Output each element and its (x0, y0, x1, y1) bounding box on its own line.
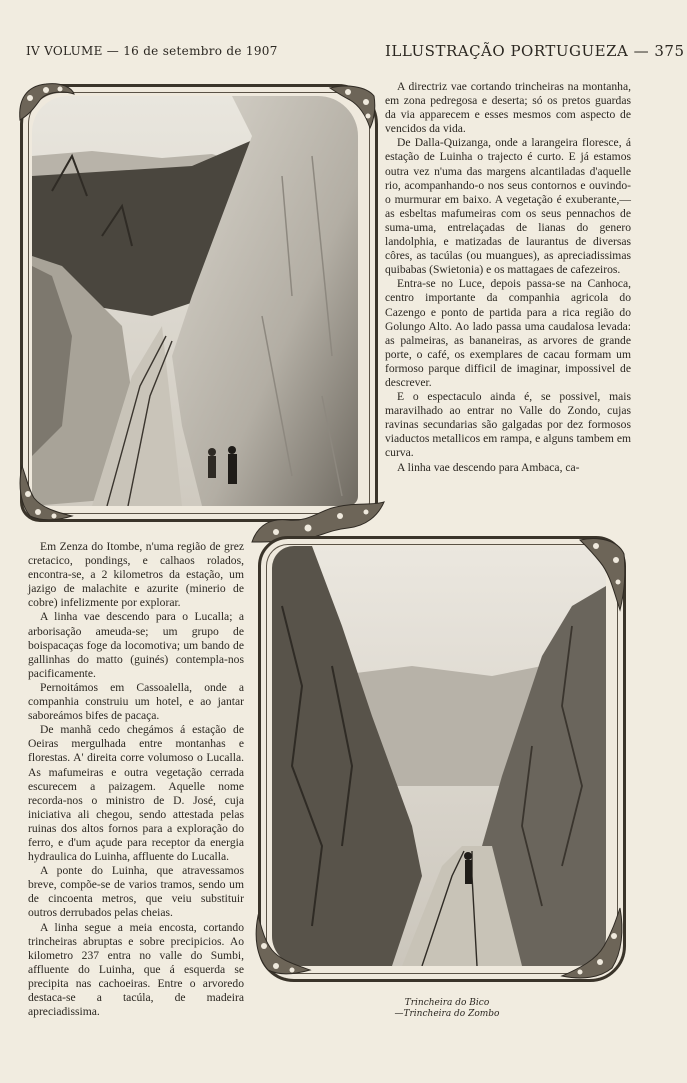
ornament-top-left-corner (16, 80, 78, 124)
caption-line-2: —Trincheira do Zombo (394, 1009, 500, 1019)
photo-caption (382, 998, 512, 1020)
ornament-bottom-left-corner (16, 464, 74, 524)
ornament-top-right-corner (326, 82, 378, 130)
photo-trincheira-zombo (272, 546, 606, 966)
ornament-bottom-photo-bottom-left (252, 914, 312, 978)
paragraph: De Dalla-Quizanga, onde a larangeira floresce, á estação de Luinha o trajecto é curto. E já estamos outra vez n'uma das margens alcantiladas d'aquelle rio, acompanhando-o nos seus contornos e ouvindo-o murmurar em baixo. A vegetação é exuberante,—as esbeltas mafumeiras com os seus pennachos de suma-uma, entrelaçadas de lianas do genero landolphia, e matizadas de laurantus de diversas côres, as tacúlas (ou muangues), as apreciadissimas quibabas (Swietonia) e os mattagaes de cafezeiros. (385, 136, 631, 277)
article-right-column (385, 80, 631, 475)
paragraph: A linha segue a meia encosta, cortando trincheiras abruptas e sobre precipicios. Ao kilometro 237 entra no valle do Sumbi, affluente do Luinha, que á esquerda se precipita nas cachoeiras. Entre o arvoredo destaca-se a tacúla, de madeira apreciadissima. (28, 920, 244, 1019)
paragraph: Entra-se no Luce, depois passa-se na Canhoca, centro importante da companhia agricola do Cazengo e ponto de partida para a rica região do Golungo Alto. Ao lado passa uma caudalosa levada: as palmeiras, as bananeiras, as arvores de grande porte, o café, os exemplares de cacau formam um formoso parque difficil de imaginar, impossivel de descrever. (385, 277, 631, 389)
header-volume-date: IV VOLUME — 16 de setembro de 1907 (26, 44, 278, 58)
paragraph: Pernoitámos em Cassoalella, onde a companhia construiu um hotel, e ao jantar saboreámos bifes de pacaça. (28, 680, 244, 723)
article-left-column (28, 540, 244, 1019)
photo-trincheira-bico (32, 96, 358, 506)
paragraph: E o espectaculo ainda é, se possivel, mais maravilhado ao entrar no Valle do Zondo, cujas ravinas secundarias são galgadas por dez formosos viaductos metallicos em rampa, e alguns tambem em curva. (385, 390, 631, 460)
ornament-bottom-photo-top-right (574, 534, 628, 614)
ornament-bottom-photo-bottom-right (556, 906, 626, 982)
paragraph: A linha vae descendo para o Lucalla; a arborisação ameuda-se; um grupo de boispacaças foge da locomotiva; um bando de gallinhas do matto (guinés) contempla-nos pacificamente. (28, 610, 244, 680)
paragraph: Em Zenza do Itombe, n'uma região de grez cretacico, pondings, e calhaos rolados, encontra-se, a 2 kilometros da estação, um jazigo de malachite e azurite (minerio de cobre) infelizmente por explorar. (28, 540, 244, 610)
paragraph: De manhã cedo chegámos á estação de Oeiras mergulhada entre montanhas e florestas. A' direita corre volumoso o Lucalla. As mafumeiras e outra vegetação cerrada escurecem a paizagem. Aquelle nome recorda-nos o ministro de D. José, cuja iniciativa ali chegou, sendo attestada pelas ruinas dos altos fornos para a exploração do ferro, e d'um açude para receptor da energia hydraulica do Luinha, affluente do Lucalla. (28, 723, 244, 864)
paragraph: A directriz vae cortando trincheiras na montanha, em zona pedregosa e deserta; só os pretos guardas da via apparecem e esses mesmos com aspecto de vencidos da vida. (385, 80, 631, 136)
header-magazine-title: ILLUSTRAÇÃO PORTUGUEZA — 375 (385, 42, 685, 60)
paragraph: A linha vae descendo para Ambaca, ca- (397, 460, 580, 474)
caption-line-1: Trincheira do Bico (404, 998, 490, 1008)
paragraph: A ponte do Luinha, que atravessamos breve, compõe-se de varios tramos, sendo um de cincoenta metros, que veiu substituir outros derrubados pelas cheias. (28, 864, 244, 920)
